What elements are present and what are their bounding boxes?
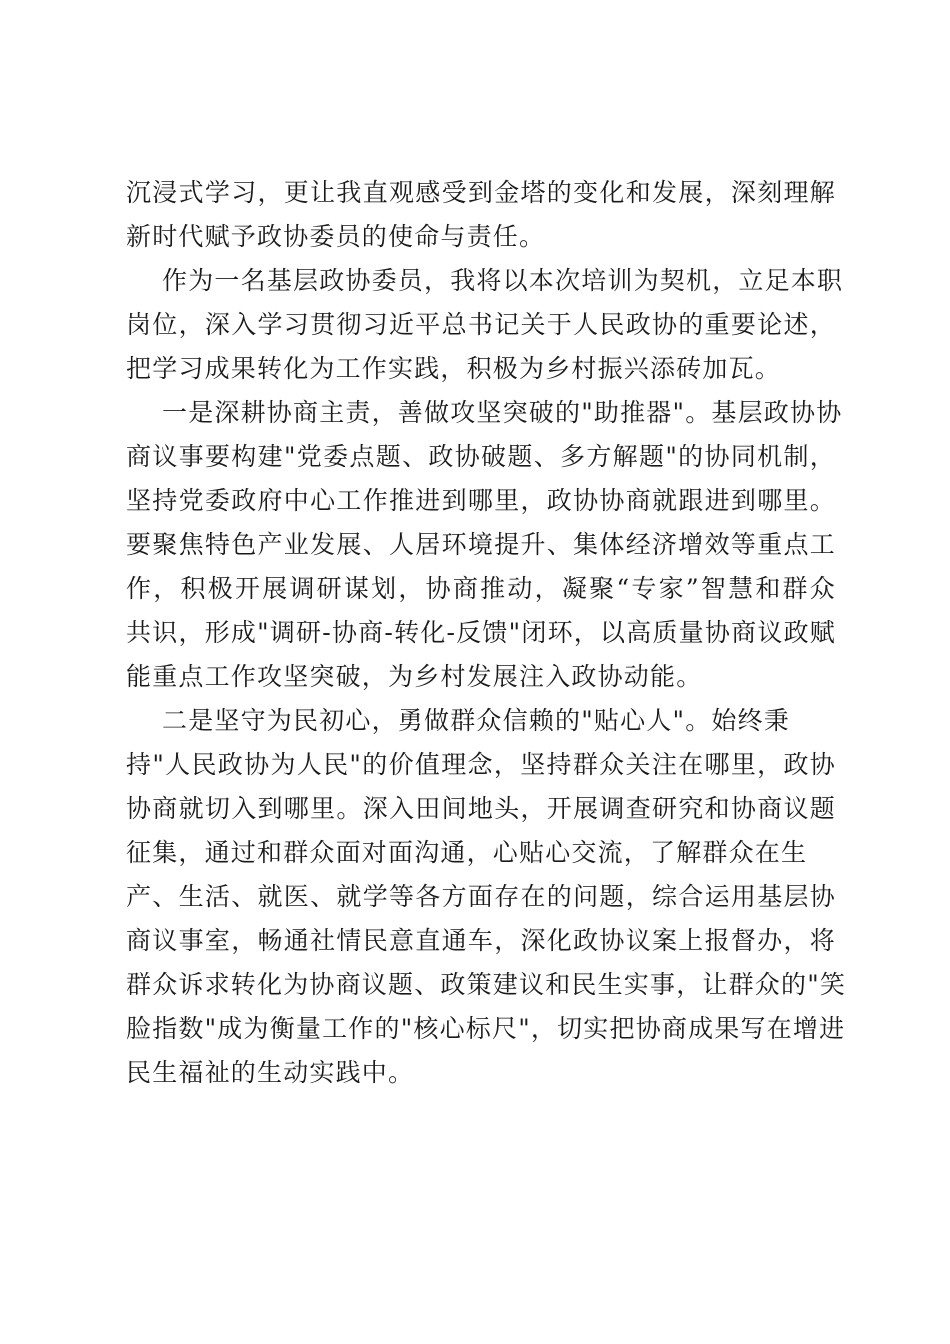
text-line: 脸指数"成为衡量工作的"核心标尺"，切实把协商成果写在增进 (126, 1014, 846, 1043)
text-line: 产、生活、就医、就学等各方面存在的问题，综合运用基层协 (126, 882, 836, 911)
text-line: 商议事室，畅通社情民意直通车，深化政协议案上报督办，将 (126, 926, 836, 955)
text-line: 民生福祉的生动实践中。 (126, 1058, 415, 1087)
text-line: 征集，通过和群众面对面沟通，心贴心交流，了解群众在生 (126, 838, 808, 867)
text-line: 岗位，深入学习贯彻习近平总书记关于人民政协的重要论述， (126, 310, 836, 339)
text-line: 持"人民政协为人民"的价值理念，坚持群众关注在哪里，政协 (126, 750, 836, 779)
text-line: 共识，形成"调研-协商-转化-反馈"闭环，以高质量协商议政赋 (126, 618, 836, 647)
text-line: 二是坚守为民初心，勇做群众信赖的"贴心人"。始终秉 (162, 706, 791, 735)
text-line: 一是深耕协商主责，善做攻坚突破的"助推器"。基层政协协 (162, 398, 843, 427)
text-line: 作为一名基层政协委员，我将以本次培训为契机，立足本职 (162, 266, 844, 295)
text-line: 坚持党委政府中心工作推进到哪里，政协协商就跟进到哪里。 (126, 486, 836, 515)
text-line: 作，积极开展调研谋划，协商推动，凝聚“专家”智慧和群众 (126, 574, 836, 603)
text-line: 商议事要构建"党委点题、政协破题、多方解题"的协同机制， (126, 442, 836, 471)
text-line: 群众诉求转化为协商议题、政策建议和民生实事，让群众的"笑 (126, 970, 847, 999)
text-line: 把学习成果转化为工作实践，积极为乡村振兴添砖加瓦。 (126, 354, 782, 383)
text-line: 协商就切入到哪里。深入田间地头，开展调查研究和协商议题 (126, 794, 836, 823)
text-line: 沉浸式学习，更让我直观感受到金塔的变化和发展，深刻理解 (126, 178, 836, 207)
text-line: 能重点工作攻坚突破，为乡村发展注入政协动能。 (126, 662, 703, 691)
text-line: 新时代赋予政协委员的使命与责任。 (126, 222, 546, 251)
text-line: 要聚焦特色产业发展、人居环境提升、集体经济增效等重点工 (126, 530, 836, 559)
body-text (126, 171, 847, 1095)
